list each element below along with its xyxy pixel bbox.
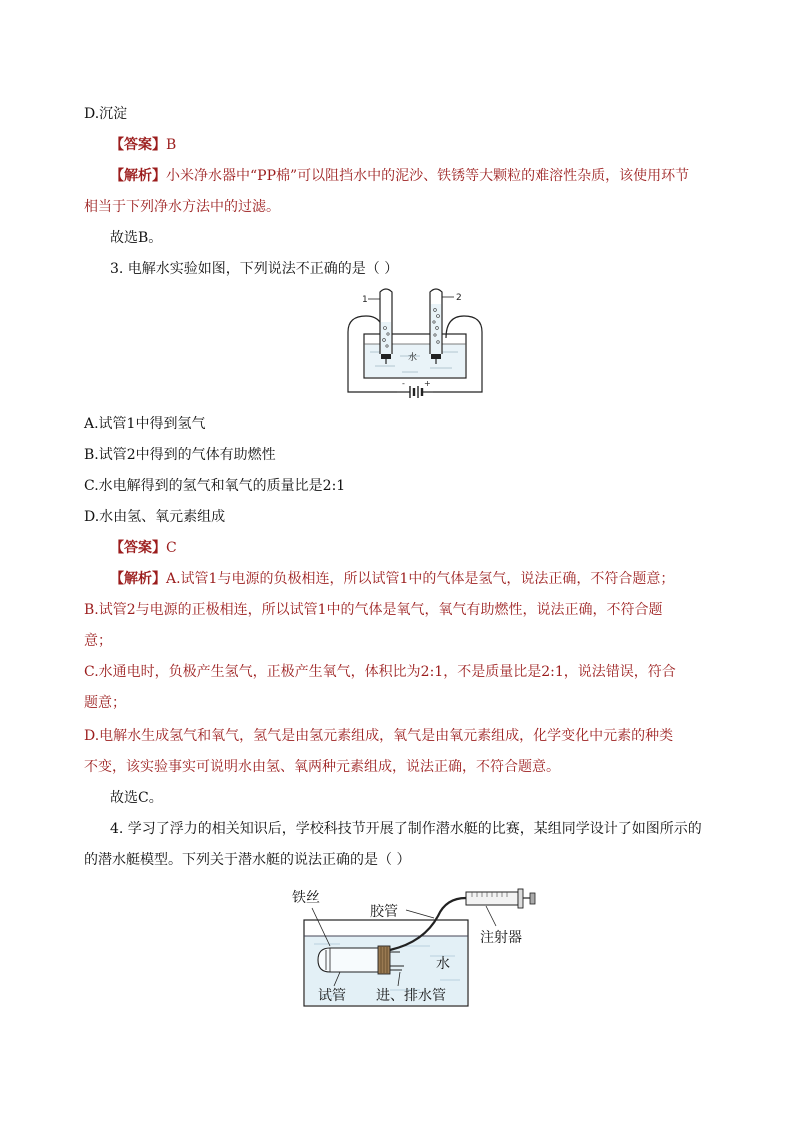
q3-analysis-c-1: C.水通电时，负极产生氢气，正极产生氧气，体积比为2:1，不是质量比是2:1，说法错误，符合: [84, 664, 676, 680]
water-label: 水: [436, 956, 450, 972]
minus-sign: -: [402, 379, 405, 388]
q3-option-b: B.试管2中得到的气体有助燃性: [84, 447, 276, 463]
q3-analysis-b-1: B.试管2与电源的正极相连，所以试管1中的气体是氧气，氧气有助燃性，说法正确，不符合题: [84, 602, 663, 618]
q3-analysis-d-1: D.电解水生成氢气和氧气，氢气是由氢元素组成，氧气是由氧元素组成，化学变化中元素的种类: [84, 728, 674, 744]
water-label: 水: [408, 353, 418, 363]
tube-1-label: 1: [362, 295, 368, 305]
analysis-tag: 【解析】: [110, 168, 166, 184]
iron-wire-label: 铁丝: [292, 890, 320, 906]
submarine-figure: [290, 880, 540, 1010]
electrolysis-figure: [340, 282, 490, 402]
q3-analysis-b-2: 意；: [84, 633, 112, 649]
q2-choose: 故选B。: [110, 230, 163, 246]
q3-analysis-d-2: 不变，该实验事实可说明水由氢、氧两种元素组成，说法正确，不符合题意。: [84, 759, 560, 775]
q3-option-a: A.试管1中得到氢气: [84, 416, 206, 432]
test-tube-label: 试管: [318, 988, 346, 1004]
answer-tag: 【答案】: [110, 137, 166, 153]
q3-choose: 故选C。: [110, 790, 163, 806]
rubber-tube-label: 胶管: [370, 904, 398, 920]
q2-analysis-line-2: 相当于下列净水方法中的过滤。: [84, 199, 280, 215]
q2-analysis-line-1: [110, 166, 740, 186]
analysis-text: 小米净水器中“PP棉”可以阻挡水中的泥沙、铁锈等大颗粒的难溶性杂质，该使用环节: [166, 168, 690, 184]
answer-tag: 【答案】: [110, 540, 166, 556]
analysis-tag: 【解析】: [110, 571, 166, 587]
q2-answer: [110, 135, 740, 155]
q3-analysis-a: [110, 569, 740, 589]
q3-option-c: C.水电解得到的氢气和氧气的质量比是2:1: [84, 478, 346, 494]
answer-value: B: [166, 137, 177, 153]
q3-analysis-c-2: 题意；: [84, 695, 126, 711]
plus-sign: +: [424, 379, 431, 388]
analysis-text: A.试管1与电源的负极相连，所以试管1中的气体是氢气，说法正确，不符合题意；: [166, 571, 675, 587]
answer-value: C: [166, 540, 177, 556]
syringe-label: 注射器: [480, 930, 522, 946]
q3-option-d: D.水由氢、氧元素组成: [84, 509, 226, 525]
q3-answer: [110, 538, 740, 558]
q4-stem-line-2: 的潜水艇模型。下列关于潜水艇的说法正确的是（ ）: [84, 852, 411, 868]
tube-2-label: 2: [456, 293, 462, 303]
q4-stem-line-1: 4. 学习了浮力的相关知识后，学校科技节开展了制作潜水艇的比赛，某组同学设计了如图所示的: [110, 821, 702, 837]
q2-option-d: D.沉淀: [84, 106, 128, 122]
q3-stem: 3. 电解水实验如图，下列说法不正确的是（ ）: [110, 261, 399, 277]
in-out-tube-label: 进、排水管: [376, 988, 446, 1004]
